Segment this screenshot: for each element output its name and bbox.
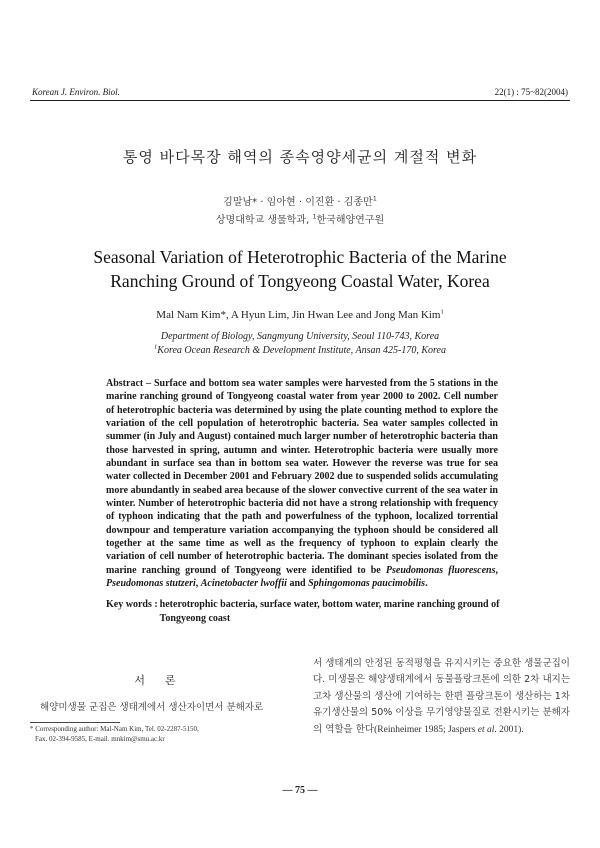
english-affiliation-2-line — [0, 344, 600, 358]
section-heading-introduction: 서론 — [134, 674, 196, 687]
footnote-rule — [30, 722, 120, 723]
species-name: Acinetobacter lwoffii — [200, 578, 287, 590]
abstract — [106, 377, 498, 591]
english-title-line-2: Ranching Ground of Tongyeong Coastal Water, Korea — [110, 271, 490, 291]
korean-affiliation — [0, 211, 600, 226]
english-affiliation-2-sup: 1 — [154, 343, 158, 351]
english-authors — [0, 309, 600, 321]
citation-et-al: et al — [477, 724, 495, 735]
english-authors-sup: 1 — [440, 308, 444, 316]
footnote-line-2: Fax. 02-394-9585, E-mail. mnkim@smu.ac.kr — [35, 735, 165, 743]
abstract-text: Abstract – Surface and bottom sea water samples were harvested from the 5 stations in the marine ranching ground of Tongyeong coastal water from year 2000 to 2002. Cell number of heterotrophic bacteria was determined by using the plate counting method to explore the variation of the cell population of heterotrophic bacteria. Sea water samples collected in summer (in July and August) contained much larger number of heterotrophic bacteria than those harvested in spring, autumn and winter. Heterotrophic bacteria were usually more abundant in surface sea than in bottom sea water. However the reverse was true for sea water collected in December 2001 and February 2002 due to suspended solids accumulating more abundantly in seabed area because of the slower convective current of the sea water in winter. Number of heterotrophic bacteria did not have a strong relationship with frequency of typhoon indicating that the path and powerfulness of the typhoon, localized torrential downpour and temperature variation accompanying the typhoon should be considered all together at the same time as well as the frequency of typhoon to explain clearly the variation of cell number of heterotrophic bacteria. The dominant species isolated from the marine ranching ground of Tongyeong were identified to be — [106, 378, 498, 576]
page-number: — 75 — — [282, 785, 318, 796]
species-name: Pseudomonas fluorescens — [385, 564, 496, 576]
abstract-separator: , — [495, 564, 498, 576]
korean-title: 통영 바다목장 해역의 종속영양세균의 계절적 변화 — [122, 148, 478, 166]
english-authors-text: Mal Nam Kim*, A Hyun Lim, Jin Hwan Lee and Jong Man Kim — [156, 309, 441, 321]
keywords-text: heterotrophic bacteria, surface water, bottom water, marine ranching ground of Tongyeong coast — [159, 599, 500, 624]
keywords-row — [106, 598, 506, 626]
species-name: Pseudomonas stutzeri — [106, 578, 196, 590]
korean-affiliation-1: 상명대학교 생물학과, — [215, 215, 313, 226]
abstract-end: . — [425, 578, 428, 590]
species-name: Sphingomonas paucimobilis — [308, 578, 426, 590]
citation-prefix: (Reinheimer 1985; Jaspers — [374, 724, 478, 735]
right-column-korean: 서 생태계의 안정된 동적평형을 유지시키는 중요한 생물군집이다. 미생물은 해양생태계에서 동물플랑크톤에 의한 2차 내지는 고차 생산물의 생산에 기여하는 한편 플랑크톤이 생산하는 1차 유기생산물의 50% 이상을 무기영양물질로 전환시키는 분해자의 역할을 한다 — [313, 658, 570, 735]
running-header — [30, 84, 570, 101]
journal-citation: 22(1) : 75~82(2004) — [494, 87, 568, 97]
korean-authors — [0, 193, 600, 208]
right-column-text — [313, 656, 570, 738]
english-affiliations — [0, 330, 600, 358]
journal-name: Korean J. Environ. Biol. — [32, 87, 120, 97]
korean-affiliation-sup: 1 — [312, 212, 317, 221]
korean-affiliation-2: 한국해양연구원 — [316, 215, 385, 226]
abstract-separator: , — [195, 578, 201, 590]
keywords — [106, 598, 506, 626]
citation-suffix: . 2001). — [494, 724, 524, 735]
footnote — [30, 724, 300, 744]
left-column-text: 해양미생물 군집은 생태계에서 생산자이면서 분해자로 — [40, 702, 264, 713]
english-affiliation-2: Korea Ocean Research & Development Institute, Ansan 425-170, Korea — [157, 345, 446, 356]
korean-authors-text: 김말남* · 임아현 · 이진환 · 김종만 — [223, 197, 373, 208]
abstract-separator: and — [286, 578, 309, 590]
english-title — [60, 245, 540, 293]
english-affiliation-1: Department of Biology, Sangmyung University, Seoul 110-743, Korea — [160, 331, 440, 342]
footnote-line-1: * Corresponding author: Mal-Nam Kim, Tel. 02-2287-5150, — [30, 725, 199, 733]
keywords-label: Key words : — [106, 599, 158, 610]
english-title-line-1: Seasonal Variation of Heterotrophic Bacteria of the Marine — [93, 247, 507, 267]
korean-authors-sup: 1 — [372, 194, 377, 203]
